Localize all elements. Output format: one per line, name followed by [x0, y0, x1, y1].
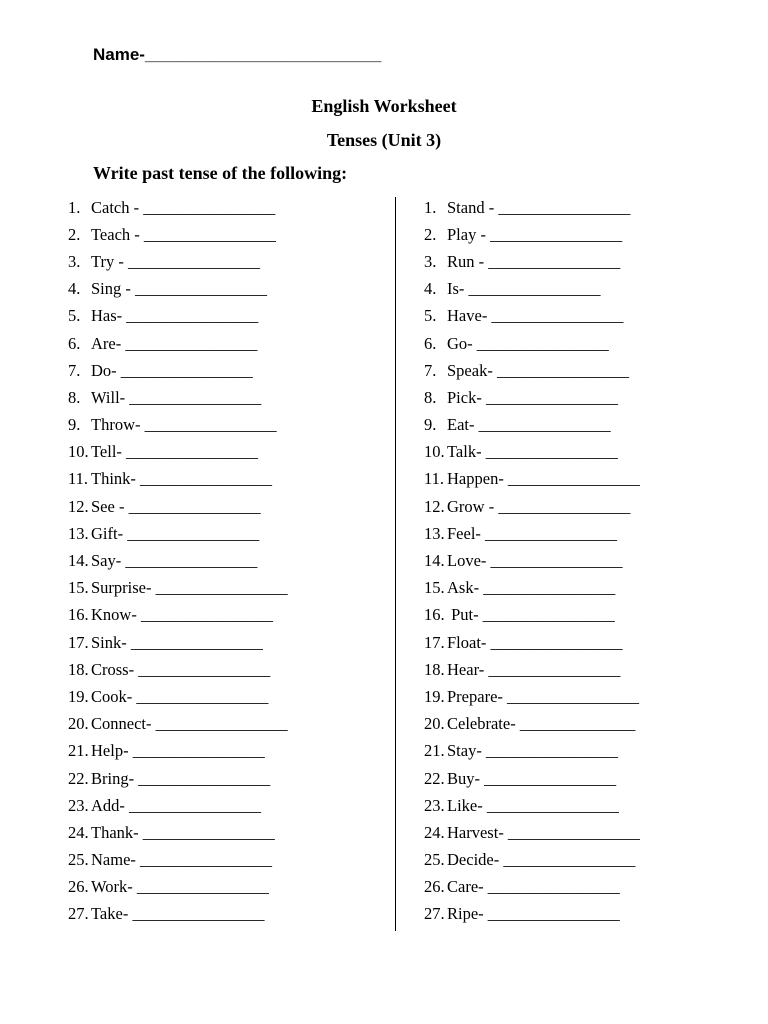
question-item: [68, 439, 288, 466]
question-item: [68, 357, 288, 384]
question-item: [68, 847, 288, 874]
question-number: 12.: [68, 496, 89, 516]
question-item: [424, 711, 640, 738]
question-item: [424, 629, 640, 656]
question-item: [68, 221, 288, 248]
question-item: [424, 357, 640, 384]
question-text: Surprise- ________________: [91, 578, 288, 598]
question-text: Go- ________________: [447, 333, 609, 353]
question-text: Add- ________________: [91, 795, 262, 815]
question-text: Gift- ________________: [91, 523, 260, 543]
question-number: 21.: [424, 741, 445, 761]
question-number: 22.: [424, 768, 445, 788]
question-number: 13.: [424, 523, 445, 543]
question-item: [68, 276, 288, 303]
question-text: Help- ________________: [91, 741, 265, 761]
question-text: Hear- ________________: [447, 659, 621, 679]
question-item: [68, 819, 288, 846]
question-item: [68, 792, 288, 819]
question-number: 3.: [68, 251, 81, 271]
question-item: [68, 303, 288, 330]
question-text: Do- ________________: [91, 360, 253, 380]
question-number: 5.: [68, 306, 81, 326]
question-number: 17.: [424, 632, 445, 652]
question-number: 10.: [68, 442, 89, 462]
question-item: [424, 901, 640, 928]
question-number: 3.: [424, 251, 437, 271]
question-text: Cook- ________________: [91, 686, 269, 706]
question-text: Speak- ________________: [447, 360, 629, 380]
question-text: Grow - ________________: [447, 496, 631, 516]
question-number: 26.: [68, 877, 89, 897]
question-item: [424, 194, 640, 221]
question-number: 1.: [68, 197, 81, 217]
question-item: [424, 520, 640, 547]
question-number: 4.: [424, 279, 437, 299]
question-number: 12.: [424, 496, 445, 516]
question-text: Celebrate- ______________: [447, 714, 636, 734]
question-item: [68, 330, 288, 357]
question-item: [68, 629, 288, 656]
question-number: 23.: [424, 795, 445, 815]
question-number: 15.: [68, 578, 89, 598]
question-number: 6.: [68, 333, 81, 353]
question-text: Sing - ________________: [91, 279, 268, 299]
left-question-list: [68, 194, 288, 928]
question-text: See - ________________: [91, 496, 261, 516]
question-number: 20.: [68, 714, 89, 734]
question-number: 8.: [424, 387, 437, 407]
question-text: Harvest- ________________: [447, 822, 640, 842]
question-number: 27.: [424, 904, 445, 924]
question-text: Have- ________________: [447, 306, 624, 326]
question-text: Pick- ________________: [447, 387, 618, 407]
question-text: Thank- ________________: [91, 822, 275, 842]
question-item: [424, 493, 640, 520]
question-number: 25.: [68, 850, 89, 870]
question-number: 23.: [68, 795, 89, 815]
question-item: [68, 738, 288, 765]
question-number: 19.: [68, 686, 89, 706]
question-text: Is- ________________: [447, 279, 601, 299]
question-text: Decide- ________________: [447, 850, 636, 870]
question-text: Say- ________________: [91, 551, 258, 571]
question-text: Has- ________________: [91, 306, 259, 326]
question-text: Stay- ________________: [447, 741, 618, 761]
question-text: Connect- ________________: [91, 714, 288, 734]
question-item: [68, 765, 288, 792]
question-number: 20.: [424, 714, 445, 734]
question-item: [424, 656, 640, 683]
question-item: [68, 656, 288, 683]
question-number: 19.: [424, 686, 445, 706]
column-divider: [395, 197, 396, 931]
instruction-text: Write past tense of the following:: [93, 163, 348, 183]
question-number: 15.: [424, 578, 445, 598]
question-text: Play - ________________: [447, 224, 623, 244]
question-text: Buy- ________________: [447, 768, 617, 788]
question-text: Care- ________________: [447, 877, 620, 897]
question-item: [424, 602, 640, 629]
question-text: Float- ________________: [447, 632, 623, 652]
question-text: Work- ________________: [91, 877, 269, 897]
question-item: [68, 384, 288, 411]
question-text: Think- ________________: [91, 469, 273, 489]
question-number: 14.: [68, 551, 89, 571]
question-number: 21.: [68, 741, 89, 761]
question-item: [68, 248, 288, 275]
question-item: [424, 792, 640, 819]
question-item: [424, 221, 640, 248]
question-number: 18.: [68, 659, 89, 679]
question-item: [68, 874, 288, 901]
name-field-label: Name-_________________________: [93, 45, 382, 64]
question-number: 2.: [424, 224, 437, 244]
question-text: Prepare- ________________: [447, 686, 640, 706]
question-item: [424, 303, 640, 330]
question-item: [68, 711, 288, 738]
question-item: [68, 683, 288, 710]
question-text: Put- ________________: [447, 605, 615, 625]
question-text: Teach - ________________: [91, 224, 276, 244]
question-text: Try - ________________: [91, 251, 260, 271]
question-number: 2.: [68, 224, 81, 244]
question-text: Ask- ________________: [447, 578, 616, 598]
question-text: Feel- ________________: [447, 523, 618, 543]
question-item: [424, 439, 640, 466]
question-text: Happen- ________________: [447, 469, 640, 489]
question-item: [424, 466, 640, 493]
question-number: 22.: [68, 768, 89, 788]
question-item: [424, 248, 640, 275]
question-item: [424, 765, 640, 792]
question-number: 11.: [424, 469, 445, 489]
question-item: [424, 847, 640, 874]
question-number: 9.: [68, 415, 81, 435]
question-number: 17.: [68, 632, 89, 652]
question-number: 9.: [424, 415, 437, 435]
question-item: [424, 412, 640, 439]
worksheet-subtitle: Tenses (Unit 3): [326, 130, 442, 150]
question-text: Bring- ________________: [91, 768, 271, 788]
question-item: [68, 901, 288, 928]
question-number: 16.: [68, 605, 89, 625]
question-item: [424, 276, 640, 303]
question-text: Talk- ________________: [447, 442, 618, 462]
question-number: 24.: [424, 822, 445, 842]
question-text: Love- ________________: [447, 551, 623, 571]
question-item: [68, 575, 288, 602]
question-item: [424, 738, 640, 765]
question-item: [68, 602, 288, 629]
question-text: Catch - ________________: [91, 197, 276, 217]
question-item: [68, 194, 288, 221]
question-text: Tell- ________________: [91, 442, 259, 462]
question-text: Know- ________________: [91, 605, 273, 625]
worksheet-title: English Worksheet: [311, 96, 457, 116]
question-number: 5.: [424, 306, 437, 326]
question-number: 6.: [424, 333, 437, 353]
question-item: [68, 493, 288, 520]
question-item: [424, 330, 640, 357]
question-number: 7.: [68, 360, 81, 380]
question-item: [68, 466, 288, 493]
question-number: 16.: [424, 605, 445, 625]
question-number: 13.: [68, 523, 89, 543]
question-number: 27.: [68, 904, 89, 924]
question-item: [424, 683, 640, 710]
question-text: Throw- ________________: [91, 415, 277, 435]
question-item: [68, 520, 288, 547]
question-text: Take- ________________: [91, 904, 265, 924]
question-item: [424, 547, 640, 574]
question-number: 26.: [424, 877, 445, 897]
question-number: 25.: [424, 850, 445, 870]
question-text: Run - ________________: [447, 251, 621, 271]
question-item: [424, 384, 640, 411]
question-number: 8.: [68, 387, 81, 407]
question-text: Like- ________________: [447, 795, 619, 815]
question-text: Are- ________________: [91, 333, 258, 353]
question-text: Name- ________________: [91, 850, 273, 870]
question-number: 1.: [424, 197, 437, 217]
question-number: 4.: [68, 279, 81, 299]
question-number: 18.: [424, 659, 445, 679]
question-item: [68, 547, 288, 574]
question-number: 10.: [424, 442, 445, 462]
question-number: 7.: [424, 360, 437, 380]
question-number: 11.: [68, 469, 89, 489]
right-question-list: [424, 194, 640, 928]
question-text: Ripe- ________________: [447, 904, 620, 924]
question-number: 24.: [68, 822, 89, 842]
question-item: [424, 874, 640, 901]
question-text: Will- ________________: [91, 387, 262, 407]
question-text: Cross- ________________: [91, 659, 271, 679]
question-item: [424, 575, 640, 602]
question-item: [68, 412, 288, 439]
question-text: Sink- ________________: [91, 632, 263, 652]
question-item: [424, 819, 640, 846]
question-number: 14.: [424, 551, 445, 571]
question-text: Eat- ________________: [447, 415, 611, 435]
question-text: Stand - ________________: [447, 197, 631, 217]
